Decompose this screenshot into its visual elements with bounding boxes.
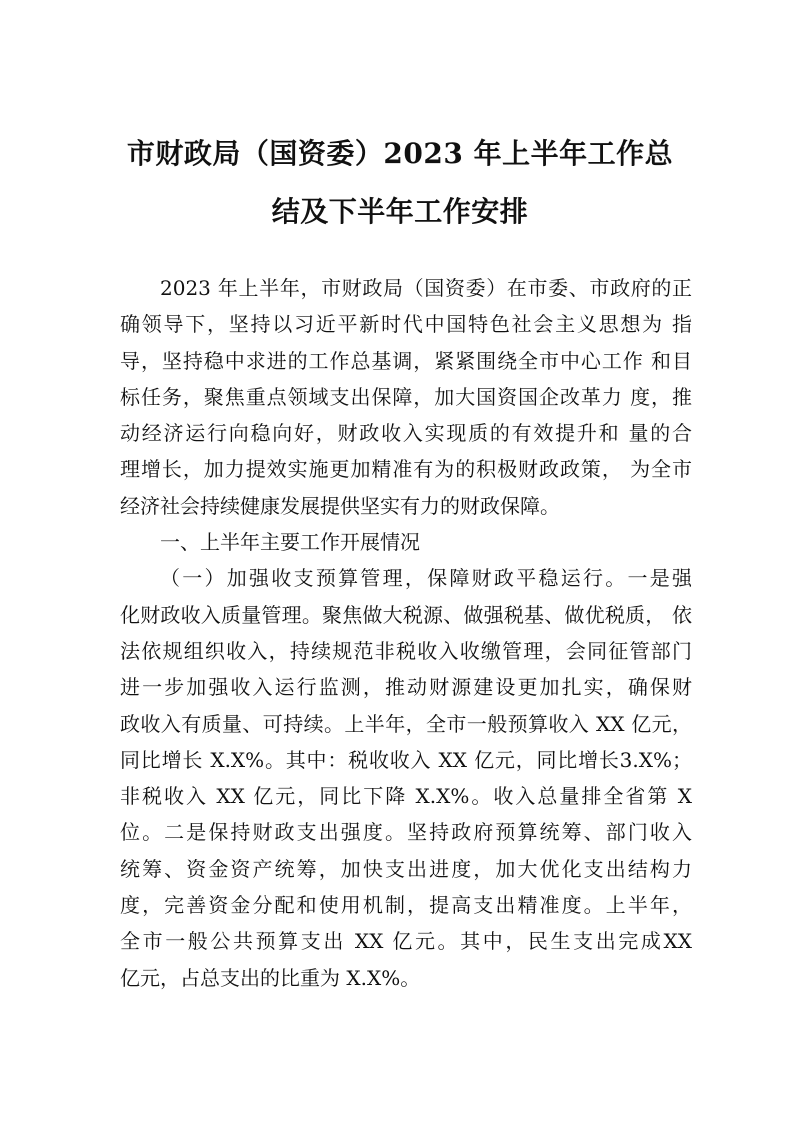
paragraph-line: 进一步加强收入运行监测，推动财源建设更加扎实，确保财 (120, 675, 692, 700)
paragraph-line: （一）加强收支预算管理，保障财政平稳运行。一是强 (160, 566, 692, 591)
paragraph-line: 2023 年上半年，市财政局（国资委）在市委、市政府的正 (160, 276, 692, 300)
paragraph-line: 确领导下，坚持以习近平新时代中国特色社会主义思想为 指 (120, 312, 692, 337)
paragraph-line: 全市一般公共预算支出 XX 亿元。其中，民生支出完成XX (120, 929, 692, 954)
paragraph-line: 经济社会持续健康发展提供坚实有力的财政保障。 (120, 493, 560, 518)
paragraph-line: 政收入有质量、可持续。上半年，全市一般预算收入 XX 亿元， (120, 711, 692, 736)
paragraph-line: 同比增长 X.X%。其中：税收收入 XX 亿元，同比增长3.X%； (120, 747, 692, 772)
paragraph-line: 度，完善资金分配和使用机制，提高支出精准度。上半年， (120, 893, 692, 918)
paragraph-line: 动经济运行向稳向好，财政收入实现质的有效提升和 量的合 (120, 421, 692, 446)
paragraph-line: 统筹、资金资产统筹，加快支出进度，加大优化支出结构力 (120, 856, 692, 881)
document-body (120, 270, 692, 996)
paragraph-line: 导，坚持稳中求进的工作总基调，紧紧围绕全市中心工作 和目 (120, 348, 692, 373)
document-title-line-2: 结及下半年工作安排 (271, 195, 529, 228)
paragraph-line: 非税收入 XX 亿元，同比下降 X.X%。收入总量排全省第 X (120, 784, 692, 809)
paragraph-line: 亿元，占总支出的比重为 X.X%。 (120, 965, 421, 990)
paragraph-line: 标任务，聚焦重点领域支出保障，加大国资国企改革力 度，推 (120, 384, 692, 409)
section-heading: 一、上半年主要工作开展情况 (160, 530, 420, 555)
paragraph-line: 位。二是保持财政支出强度。坚持政府预算统筹、部门收入 (120, 820, 692, 845)
paragraph-line: 理增长，加力提效实施更加精准有为的积极财政政策， 为全市 (120, 457, 692, 482)
document-title-line-1: 市财政局（国资委）2023 年上半年工作总 (126, 137, 674, 170)
paragraph-line: 化财政收入质量管理。聚焦做大税源、做强税基、做优税质， 依 (120, 602, 692, 627)
paragraph-line: 法依规组织收入，持续规范非税收入收缴管理，会同征管部门 (120, 638, 692, 663)
